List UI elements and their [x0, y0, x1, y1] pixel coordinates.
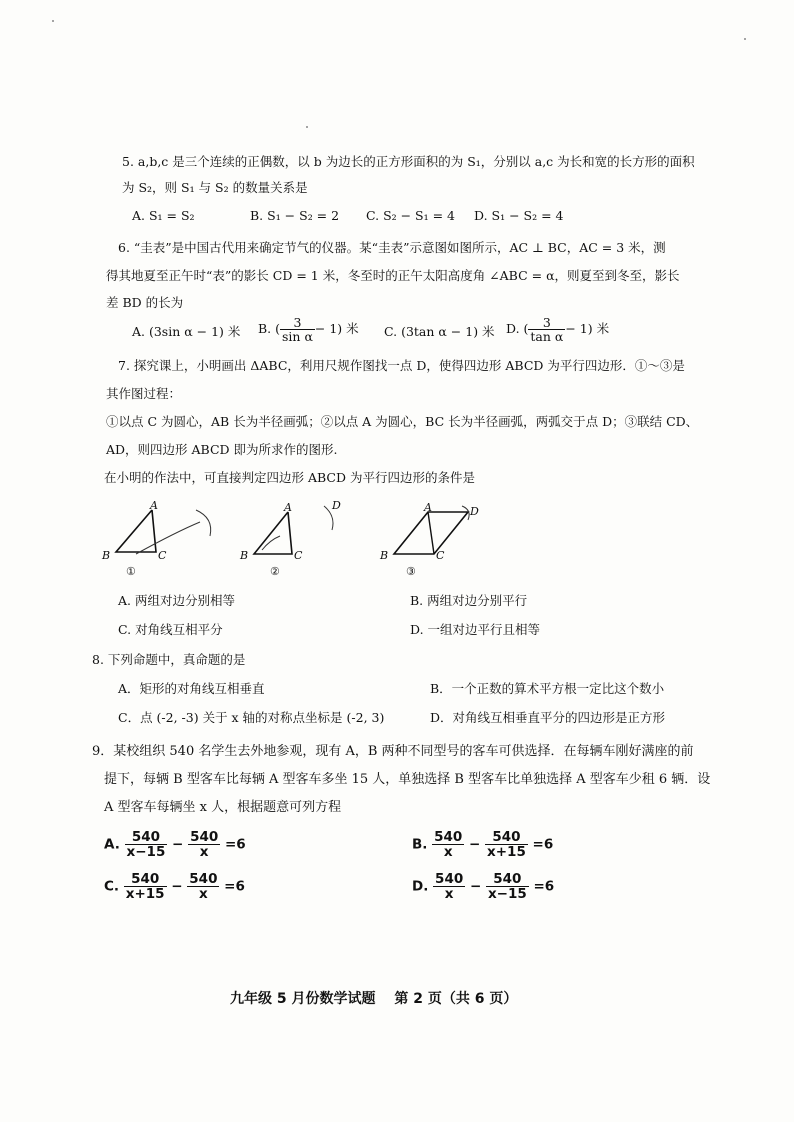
q9-option-d-numerator-1: 540 [435, 871, 464, 887]
q6-option-b-suffix: − 1) 米 [314, 321, 359, 337]
q9-option-c-numerator-2: 540 [189, 871, 218, 887]
q7-fig1-label-b: B [102, 549, 111, 562]
q9-option-a-numerator-1: 540 [125, 830, 168, 845]
q9-option-d-numerator-2: 540 [486, 872, 529, 887]
q7-fig3-label-b: B [380, 549, 389, 562]
q6-option-b-denominator: sin α [282, 329, 313, 345]
q6-option-b-numerator: 3 [280, 316, 315, 330]
q6-option-b [258, 316, 359, 343]
q5-stem-line1: 5. a,b,c 是三个连续的正偶数，以 b 为边长的正方形面积的为 S₁，分别以 a,c 为长和宽的长方形的面积 [122, 154, 695, 169]
q6-option-c: C. (3tan α − 1) 米 [384, 324, 495, 339]
q6-stem-line2: 得其地夏至正午时“表”的影长 CD = 1 米，冬至时的正午太阳高度角 ∠ABC = α，则夏至到冬至，影长 [106, 268, 680, 283]
q9-option-d-rhs: =6 [533, 878, 555, 895]
q9-option-c-fraction-2 [187, 872, 219, 901]
q9-stem-line1: 9．某校组织 540 名学生去外地参观，现有 A，B 两种不同型号的客车可供选择．在每辆车刚好满座的前 [92, 744, 694, 759]
q7-stem-line4: AD，则四边形 ABCD 即为所求作的图形. [106, 442, 338, 457]
q6-option-d-numerator: 3 [528, 316, 565, 330]
q6-option-b-fraction [280, 316, 315, 343]
q7-fig3-caption: ③ [406, 565, 416, 578]
q9-option-a-label: A. [104, 836, 120, 853]
q6-option-d-prefix: D. ( [506, 321, 529, 337]
q7-fig1-label-c: C [158, 549, 167, 562]
q8-stem: 8. 下列命题中，真命题的是 [92, 652, 246, 667]
q9-option-a-fraction-1 [125, 830, 168, 859]
q9-option-b-numerator-1: 540 [434, 829, 463, 845]
q9-option-b-denominator-1: x [443, 844, 453, 861]
q9-option-d-fraction-1 [433, 872, 465, 901]
q6-option-d-denominator: tan α [530, 329, 564, 345]
q8-option-b: B．一个正数的算术平方根一定比这个数小 [430, 681, 665, 696]
q6-option-d-suffix: − 1) 米 [565, 321, 610, 337]
q7-option-a: A. 两组对边分别相等 [118, 593, 235, 608]
q6-stem-line1: 6. “圭表”是中国古代用来确定节气的仪器。某“圭表”示意图如图所示，AC ⊥ BC，AC = 3 米，测 [118, 240, 666, 255]
q9-option-b-denominator-2: x+15 [487, 844, 526, 861]
q9-option-a: A. $\frac{540}{x-15}$ − $\frac{540}{x}$ =6 [104, 829, 246, 861]
q9-option-b-label: B. [412, 836, 428, 853]
q7-fig2-label-a: A [284, 501, 292, 514]
q9-option-d: D. $\frac{540}{x}$ − $\frac{540}{x-15}$ =6 [412, 871, 555, 903]
q6-option-a: A. (3sin α − 1) 米 [132, 324, 241, 339]
q7-fig2-caption: ② [270, 565, 280, 578]
q7-option-d: D. 一组对边平行且相等 [410, 622, 541, 637]
q5-option-b: B. S₁ − S₂ = 2 [250, 208, 340, 223]
q9-option-c-rhs: =6 [224, 878, 245, 895]
q9-option-a-fraction-2 [188, 830, 220, 859]
q6-option-b-prefix: B. ( [258, 321, 281, 337]
q7-stem-line2: 其作图过程： [106, 386, 182, 401]
q7-option-c: C. 对角线互相平分 [118, 622, 223, 637]
q5-option-a: A. S₁ = S₂ [132, 208, 195, 223]
q9-option-c-denominator-1: x+15 [125, 886, 165, 903]
q9-option-c-denominator-2: x [199, 886, 208, 903]
q6-option-d-fraction [528, 316, 565, 343]
q9-option-c: C. $\frac{540}{x+15}$ − $\frac{540}{x}$ =6 [104, 871, 245, 903]
q7-figure-1 [96, 496, 226, 580]
q7-fig3-label-d: D [470, 505, 479, 518]
q9-option-b: B. $\frac{540}{x}$ − $\frac{540}{x+15}$ =6 [412, 829, 554, 861]
q9-option-d-denominator-2: x−15 [487, 886, 527, 903]
q9-option-b-fraction-2 [485, 830, 528, 859]
q9-option-a-numerator-2: 540 [190, 829, 219, 845]
q7-fig1-label-a: A [150, 499, 158, 512]
q9-option-d-fraction-2 [486, 872, 529, 901]
q9-stem-line3: A 型客车每辆坐 x 人，根据题意可列方程 [104, 800, 342, 815]
q9-option-b-fraction-1 [432, 830, 464, 859]
q7-fig3-label-a: A [424, 501, 432, 514]
q9-option-a-denominator-2: x [199, 844, 209, 861]
q9-option-a-denominator-1: x−15 [126, 844, 166, 861]
q8-option-a: A．矩形的对角线互相垂直 [118, 681, 265, 696]
q7-stem-line3: ①以点 C 为圆心，AB 长为半径画弧；②以点 A 为圆心，BC 长为半径画弧，两弧交于点 D；③联结 CD、 [106, 414, 699, 429]
q9-option-a-rhs: =6 [224, 836, 246, 853]
q8-option-c: C．点 (-2, -3) 关于 x 轴的对称点坐标是 (-2, 3) [118, 710, 385, 725]
q7-stem-line1: 7. 探究课上，小明画出 ΔABC，利用尺规作图找一点 D，使得四边形 ABCD 为平行四边形．①～③是 [118, 358, 685, 373]
q6-option-d [506, 316, 609, 343]
q7-figure-2 [236, 496, 366, 580]
q7-fig1-caption: ① [126, 565, 136, 578]
q9-option-d-denominator-1: x [444, 886, 454, 903]
q7-figure-3 [376, 496, 506, 580]
q9-option-c-label: C. [104, 878, 120, 895]
q9-option-c-fraction-1 [124, 872, 167, 901]
q9-option-d-label: D. [412, 878, 429, 895]
q7-fig2-label-d: D [332, 499, 341, 512]
q5-option-c: C. S₂ − S₁ = 4 [366, 208, 456, 223]
q9-option-c-numerator-1: 540 [124, 872, 167, 887]
q9-stem-line2: 提下，每辆 B 型客车比每辆 A 型客车多坐 15 人，单独选择 B 型客车比单独选择 A 型客车少租 6 辆．设 [104, 772, 711, 787]
q6-stem-line3: 差 BD 的长为 [106, 295, 184, 310]
q5-option-d: D. S₁ − S₂ = 4 [474, 208, 564, 223]
q7-fig2-label-b: B [240, 549, 249, 562]
page-footer: 九年级 5 月份数学试题 第 2 页（共 6 页） [230, 991, 518, 1007]
q7-option-b: B. 两组对边分别平行 [410, 593, 528, 608]
q8-option-d: D．对角线互相垂直平分的四边形是正方形 [430, 710, 666, 725]
q5-stem-line2: 为 S₂，则 S₁ 与 S₂ 的数量关系是 [122, 180, 308, 195]
q7-fig3-label-c: C [436, 549, 445, 562]
q9-option-b-rhs: =6 [532, 836, 554, 853]
q7-stem-line5: 在小明的作法中，可直接判定四边形 ABCD 为平行四边形的条件是 [104, 470, 475, 485]
q9-option-b-numerator-2: 540 [485, 830, 528, 845]
q7-fig2-label-c: C [294, 549, 303, 562]
